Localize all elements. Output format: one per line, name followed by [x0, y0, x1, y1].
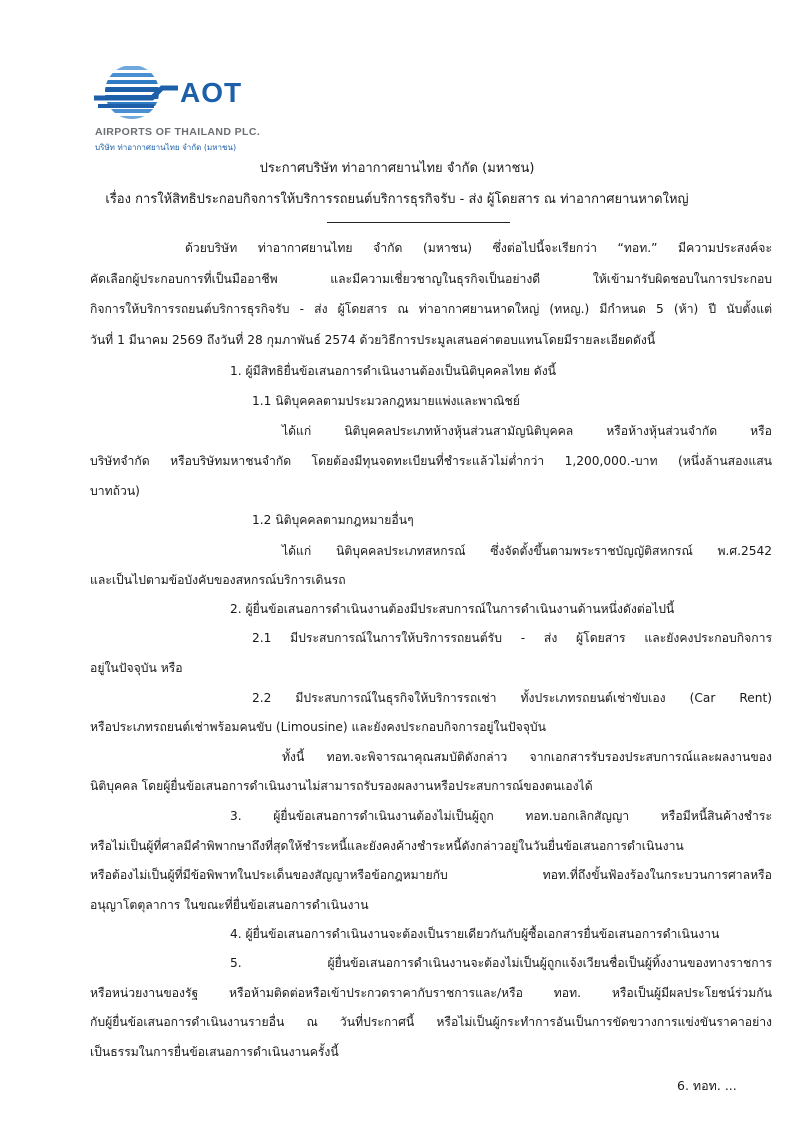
clause-1-2-line: และเป็นไปตามข้อบังคับของสหกรณ์บริการเดินรถ [90, 573, 346, 587]
clause-3-line: อนุญาโตตุลาการ ในขณะที่ยื่นข้อเสนอการดำเนินงาน [90, 898, 369, 912]
clause-1-2: 1.2 นิติบุคคลตามกฎหมายอื่นๆ [252, 513, 414, 527]
clause-5-line: หรือหน่วยงานของรัฐ หรือห้ามติดต่อหรือเข้าประกวดราคากับราชการและ/หรือ ทอท. หรือเป็นผู้มีผลประโยชน์ร่วมกัน [90, 986, 772, 1000]
clause-1-1: 1.1 นิติบุคคลตามประมวลกฎหมายแพ่งและพาณิชย์ [252, 394, 520, 408]
clause-5-line: กับผู้ยื่นข้อเสนอการดำเนินงานรายอื่น ณ วันที่ประกาศนี้ หรือไม่เป็นผู้กระทำการอันเป็นการขัดขวางการแข่งขันราคาอย่าง [90, 1015, 772, 1029]
clause-3-line: หรือไม่เป็นผู้ที่ศาลมีคำพิพากษาถึงที่สุดให้ชำระหนี้และยังคงค้างชำระหนี้ดังกล่าวอยู่ในวันยื่นข้อเสนอการดำเนินงาน [90, 839, 684, 853]
clause-5-line: 5. ผู้ยื่นข้อเสนอการดำเนินงานจะต้องไม่เป็นผู้ถูกแจ้งเวียนชื่อเป็นผู้ทิ้งงานของทางราชการ [230, 956, 772, 970]
page-continuation: 6. ทอท. ... [677, 1078, 737, 1093]
clause-1-2-line: ได้แก่ นิติบุคคลประเภทสหกรณ์ ซึ่งจัดตั้งขึ้นตามพระราชบัญญัติสหกรณ์ พ.ศ.2542 [282, 544, 772, 558]
clause-2-1-line: อยู่ในปัจจุบัน หรือ [90, 661, 183, 675]
title-divider [327, 222, 510, 223]
company-name-th: บริษัท ท่าอากาศยานไทย จำกัด (มหาชน) [95, 143, 237, 152]
clause-2-2-line: 2.2 มีประสบการณ์ในธุรกิจให้บริการรถเช่า ทั้งประเภทรถยนต์เช่าขับเอง (Car Rent) [252, 691, 772, 705]
clause-1-1-line: ได้แก่ นิติบุคคลประเภทห้างหุ้นส่วนสามัญนิติบุคคล หรือห้างหุ้นส่วนจำกัด หรือ [282, 424, 772, 438]
clause-3-line: 3. ผู้ยื่นข้อเสนอการดำเนินงานต้องไม่เป็นผู้ถูก ทอท.บอกเลิกสัญญา หรือมีหนี้สินค้างชำระ [230, 809, 772, 823]
clause-5-line: เป็นธรรมในการยื่นข้อเสนอการดำเนินงานครั้งนี้ [90, 1045, 339, 1059]
clause-3-line: หรือต้องไม่เป็นผู้ที่มีข้อพิพาทในประเด็นของสัญญาหรือข้อกฎหมายกับ ทอท.ที่ถึงขั้นฟ้องร้องในกระบวนการศาลหรือ [90, 868, 772, 882]
intro-line: กิจการให้บริการรถยนต์บริการธุรกิจรับ - ส่ง ผู้โดยสาร ณ ท่าอากาศยานหาดใหญ่ (ทหญ.) มีกำหนด 5 (ห้า) ปี นับตั้งแต่ [90, 302, 772, 316]
clause-2-2-line: หรือประเภทรถยนต์เช่าพร้อมคนขับ (Limousine) และยังคงประกอบกิจการอยู่ในปัจจุบัน [90, 720, 546, 734]
intro-line: ด้วยบริษัท ท่าอากาศยานไทย จำกัด (มหาชน) ซึ่งต่อไปนี้จะเรียกว่า “ทอท.” มีความประสงค์จะ [185, 241, 772, 255]
clause-2-1-line: 2.1 มีประสบการณ์ในการให้บริการรถยนต์รับ - ส่ง ผู้โดยสาร และยังคงประกอบกิจการ [252, 631, 772, 645]
intro-line: คัดเลือกผู้ประกอบการที่เป็นมืออาชีพ และมีความเชี่ยวชาญในธุรกิจเป็นอย่างดี ให้เข้ามารับผิดชอบในการประกอบ [90, 272, 772, 286]
aot-emblem-icon [92, 62, 182, 122]
announcement-subject: เรื่อง การให้สิทธิประกอบกิจการให้บริการรถยนต์บริการธุรกิจรับ - ส่ง ผู้โดยสาร ณ ท่าอากาศยานหาดใหญ่ [105, 192, 689, 207]
clause-1-1-line: บาทถ้วน) [90, 484, 140, 498]
clause-1-1-line: บริษัทจำกัด หรือบริษัทมหาชนจำกัด โดยต้องมีทุนจดทะเบียนที่ชำระแล้วไม่ต่ำกว่า 1,200,000.-บาท (หนึ่งล้านสองแสน [90, 454, 772, 468]
intro-line: วันที่ 1 มีนาคม 2569 ถึงวันที่ 28 กุมภาพันธ์ 2574 ด้วยวิธีการประมูลเสนอค่าตอบแทนโดยมีรายละเอียดดังนี้ [90, 333, 656, 347]
logo-wordmark: AOT [180, 77, 243, 108]
announcement-title: ประกาศบริษัท ท่าอากาศยานไทย จำกัด (มหาชน) [259, 161, 535, 176]
company-name-en: AIRPORTS OF THAILAND PLC. [95, 126, 261, 138]
clause-4: 4. ผู้ยื่นข้อเสนอการดำเนินงานจะต้องเป็นรายเดียวกันกับผู้ซื้อเอกสารยื่นข้อเสนอการดำเนินงาน [230, 927, 720, 941]
clause-2: 2. ผู้ยื่นข้อเสนอการดำเนินงานต้องมีประสบการณ์ในการดำเนินงานด้านหนึ่งดังต่อไปนี้ [230, 602, 675, 616]
clause-2-note-line: ทั้งนี้ ทอท.จะพิจารณาคุณสมบัติดังกล่าว จากเอกสารรับรองประสบการณ์และผลงานของ [282, 750, 772, 764]
clause-1: 1. ผู้มีสิทธิยื่นข้อเสนอการดำเนินงานต้องเป็นนิติบุคคลไทย ดังนี้ [230, 364, 556, 378]
clause-2-note-line: นิติบุคคล โดยผู้ยื่นข้อเสนอการดำเนินงานไม่สามารถรับรองผลงานหรือประสบการณ์ของตนเองได้ [90, 779, 593, 793]
